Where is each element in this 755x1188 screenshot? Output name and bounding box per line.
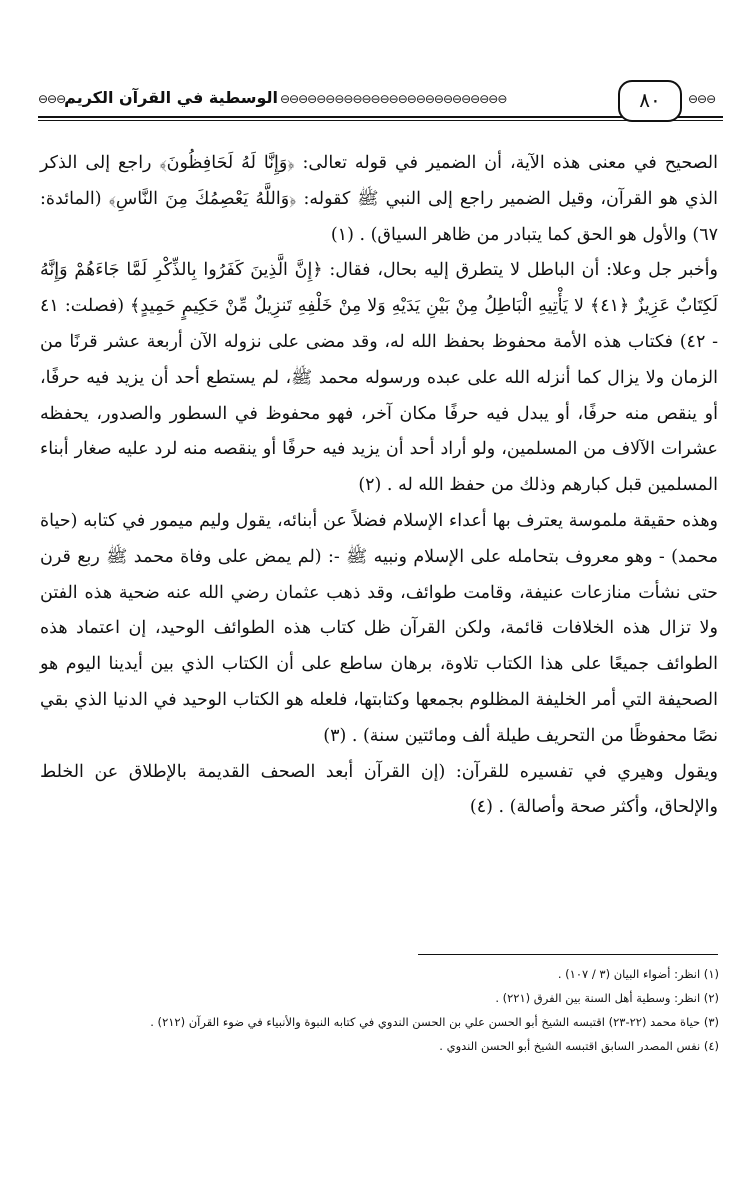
page-header [38, 86, 723, 126]
paragraph: وهذه حقيقة ملموسة يعترف بها أعداء الإسلام فضلاً عن أبنائه، يقول وليم ميمور في كتابه (حياة محمد) - وهو معروف بتحامله على الإسلام ونبيه ﷺ -: (لم يمض على وفاة محمد ﷺ ربع قرن حتى نشأت منازعات عنيفة، وقامت طوائف، وقد ذهب عثمان رضي الله عنه ضحية هذه الفتن ولا تزال هذه الخلافات قائمة، ولكن القرآن ظل كتاب هذه الطوائف الوحيد، إن اعتماد هذه الطوائف جميعًا على هذا الكتاب تلاوة، برهان ساطع على أن الكتاب الذي بين أيدينا اليوم هو الصحيفة التي أمر الخليفة المظلوم بجمعها وكتابتها، فلعله هو الكتاب الوحيد في الدنيا الذي بقي نصًا محفوظًا من التحريف طيلة ألف ومائتين سنة) . (٣) [40, 510, 718, 746]
footnote: (٣) حياة محمد (٢٢-٢٣) اقتبسه الشيخ أبو الحسن علي بن الحسن الندوي في كتابه النبوة والأنبياء في ضوء القرآن (٢١٢) . [150, 1015, 719, 1029]
footnote-separator [418, 954, 718, 955]
paragraph: ويقول وهيري في تفسيره للقرآن: (إن القرآن أبعد الصحف القديمة بالإطلاق عن الخلط والإلحاق، وأكثر صحة وأصالة) . (٤) [40, 761, 718, 818]
footnote: (١) انظر: أضواء البيان (٣ / ١٠٧) . [557, 967, 719, 981]
ornament-middle: ⊖⊖⊖⊖⊖⊖⊖⊖⊖⊖⊖⊖⊖⊖⊖⊖⊖⊖⊖⊖⊖⊖⊖⊖⊖ [280, 92, 507, 106]
footnotes [36, 962, 719, 1058]
header-rule-thin [38, 120, 723, 121]
footnote: (٤) نفس المصدر السابق اقتبسه الشيخ أبو الحسن الندوي . [439, 1039, 719, 1053]
ornament-left: ⊖⊖⊖ [38, 92, 66, 106]
running-title: الوسطية في القرآن الكريم [64, 88, 278, 107]
ornament-right: ⊖⊖⊖ [688, 92, 716, 106]
page-number: ٨٠ [618, 80, 682, 122]
paragraph: الصحيح في معنى هذه الآية، أن الضمير في قوله تعالى: ﴿وَإِنَّا لَهُ لَحَافِظُونَ﴾ راجع إلى الذكر الذي هو القرآن، وقيل الضمير راجع إلى النبي ﷺ كقوله: ﴿وَاللَّهُ يَعْصِمُكَ مِنَ النَّاسِ﴾ (المائدة: ٦٧) والأول هو الحق كما يتبادر من ظاهر السياق) . (١) [40, 153, 718, 245]
main-text [40, 146, 718, 826]
footnote: (٢) انظر: وسطية أهل السنة بين الفرق (٢٢١) . [495, 991, 719, 1005]
paragraph: وأخبر جل وعلا: أن الباطل لا يتطرق إليه بحال، فقال: ﴿إِنَّ الَّذِينَ كَفَرُوا بِالذِّكْرِ لَمَّا جَاءَهُمْ وَإِنَّهُ لَكِتَابٌ عَزِيزٌ ﴿٤١﴾ لا يَأْتِيهِ الْبَاطِلُ مِنْ بَيْنِ يَدَيْهِ وَلا مِنْ خَلْفِهِ تَنزِيلٌ مِّنْ حَكِيمٍ حَمِيدٍ﴾ (فصلت: ٤١ - ٤٢) فكتاب هذه الأمة محفوظ بحفظ الله له، وقد مضى على نزوله الآن أربعة عشر قرنًا من الزمان ولا يزال كما أنزله الله على عبده ورسوله محمد ﷺ، لم يستطع أحد أن يزيد فيه حرفًا، أو ينقص منه حرفًا، أو يبدل فيه حرفًا مكان آخر، فهو محفوظ في السطور والصدور، يحفظه عشرات الآلاف من المسلمين، ولو أراد أحد أن يزيد فيه حرفًا أو ينقصه منه لرد عليه صغار أبناء المسلمين قبل كبارهم وذلك من حفظ الله له . (٢) [40, 260, 718, 496]
